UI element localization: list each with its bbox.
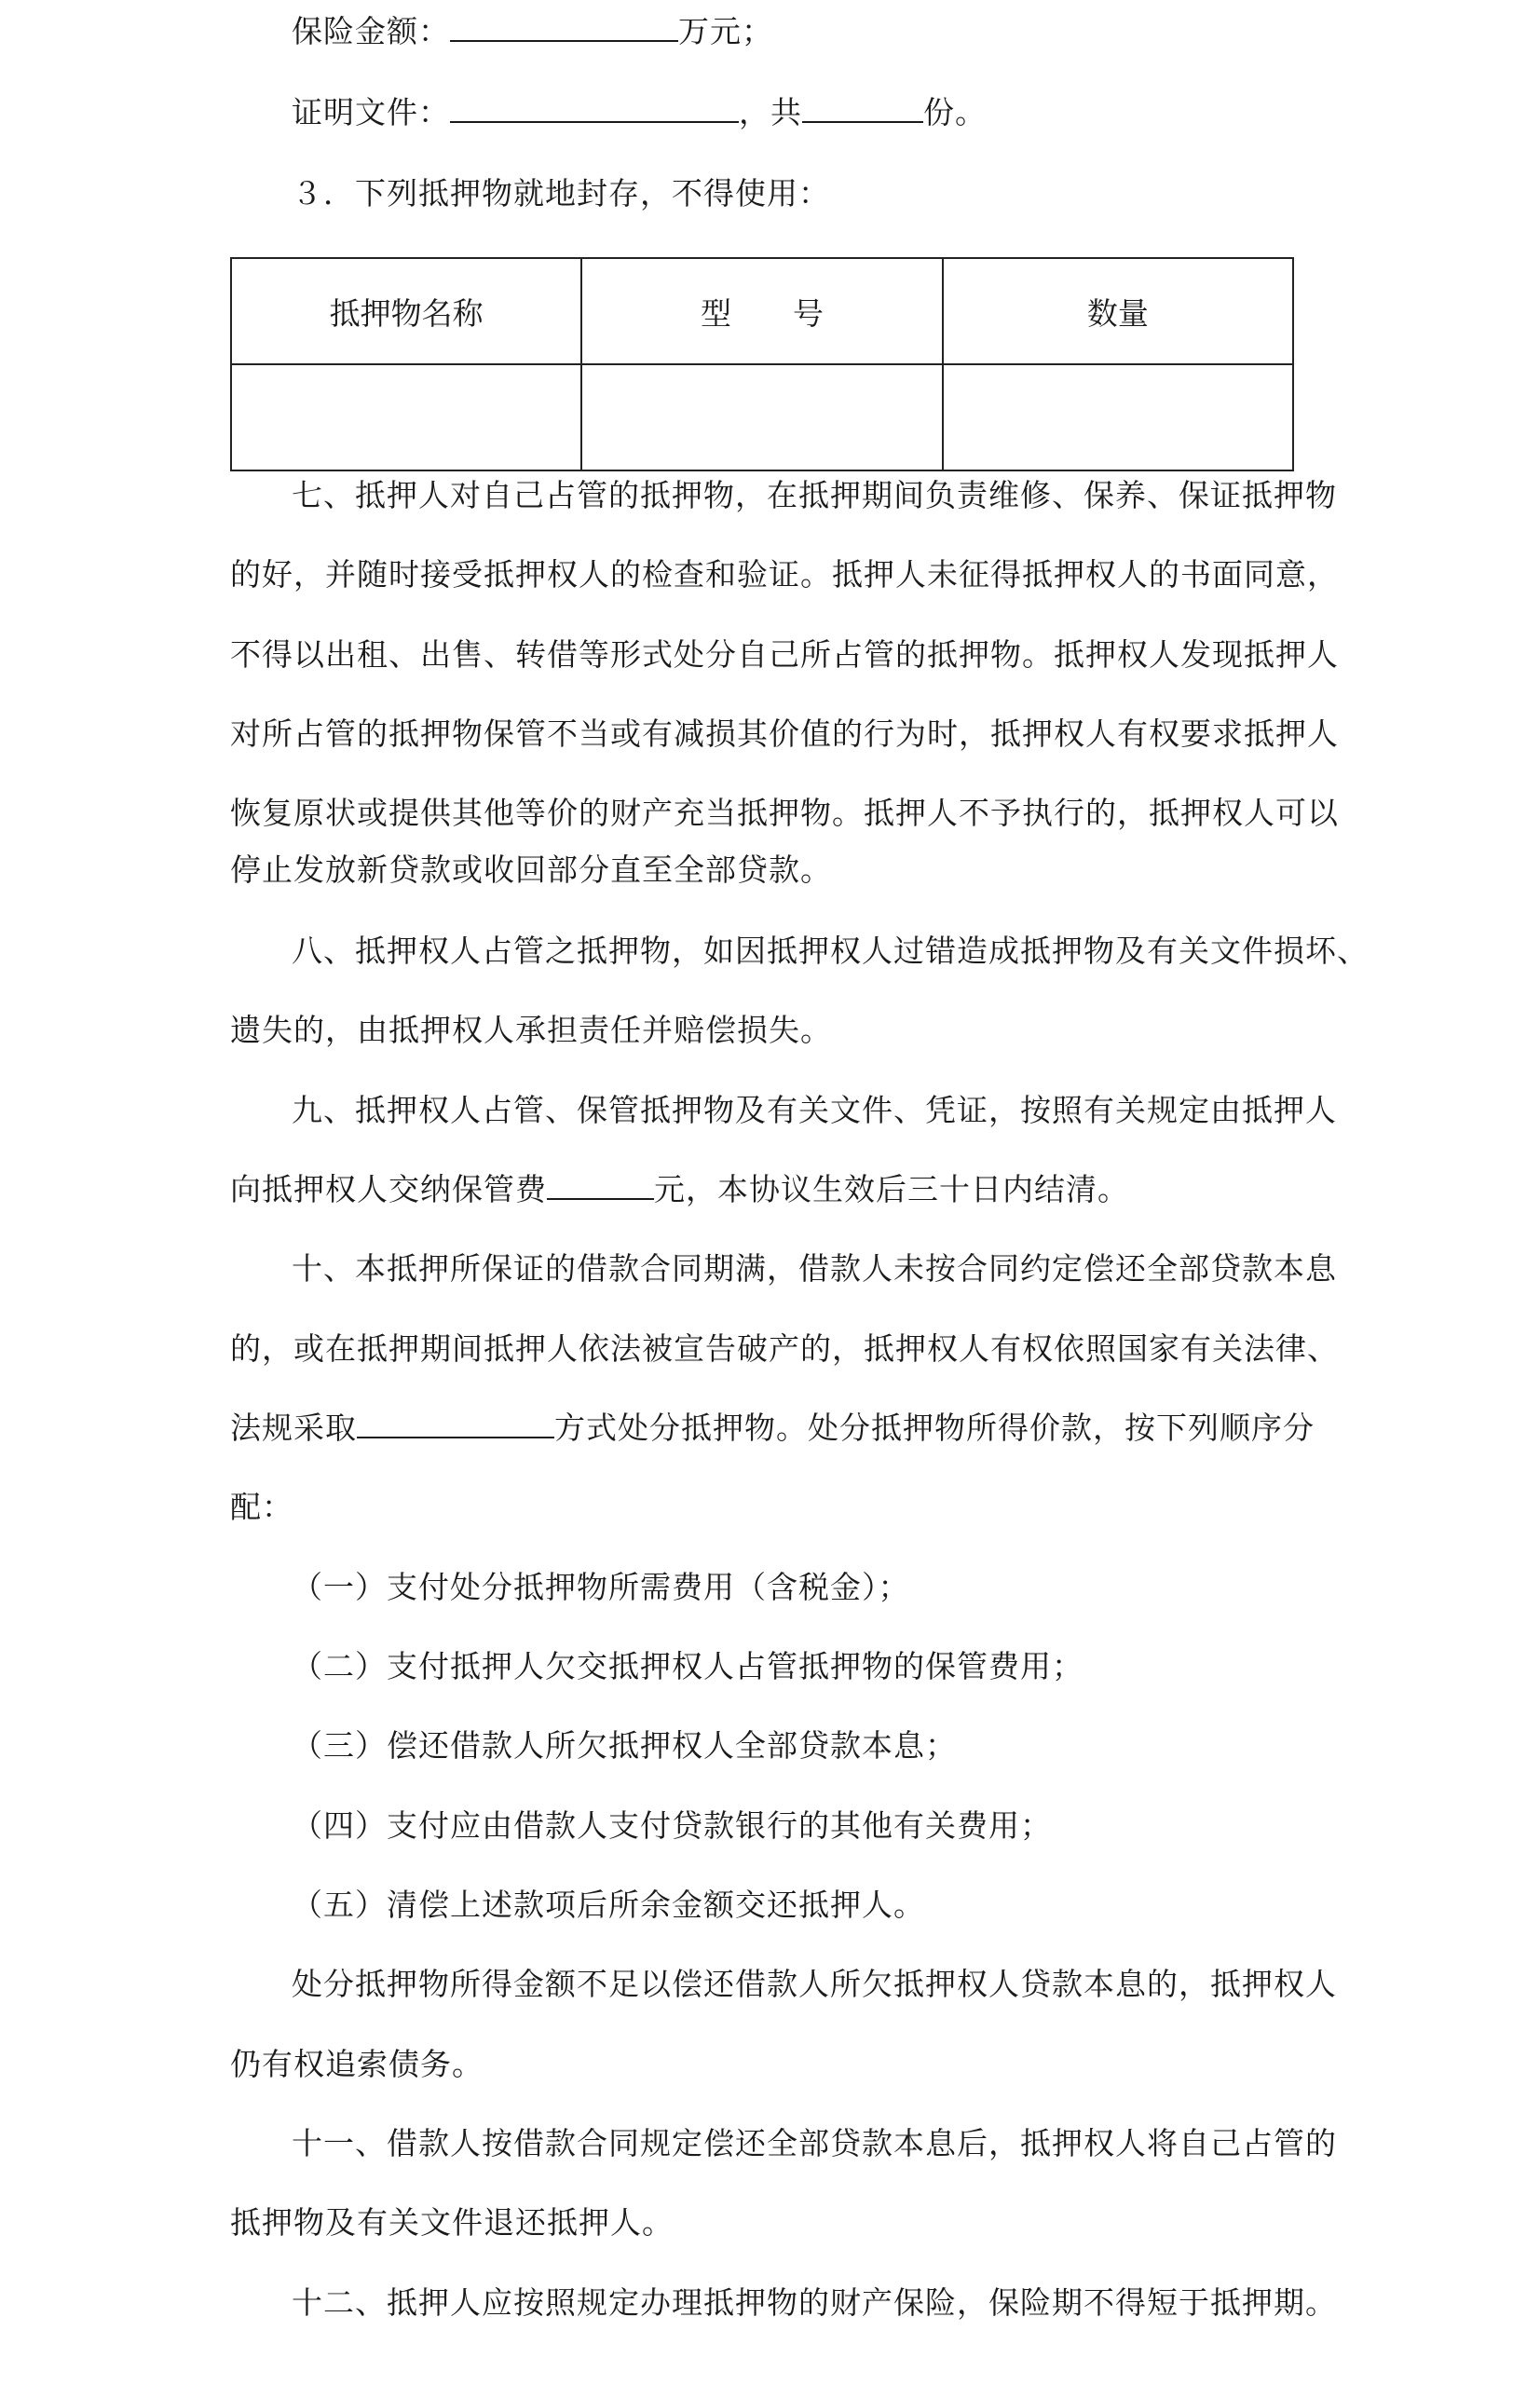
proof-documents-count-label: ，共	[739, 94, 802, 130]
disposal-method-rest: 方式处分抵押物。处分抵押物所得价款，按下列顺序分	[554, 1410, 1315, 1446]
shortfall-line-1: 处分抵押物所得金额不足以偿还借款人所欠抵押权人贷款本息的，抵押权人	[292, 1966, 1337, 2002]
clause-7-line-3: 不得以出租、出售、转借等形式处分自己所占管的抵押物。抵押权人发现抵押人	[230, 636, 1339, 673]
proof-documents-blank	[450, 95, 739, 123]
proof-documents-count-unit: 份。	[923, 94, 987, 130]
clause-7-line-4: 对所占管的抵押物保管不当或有减损其价值的行为时，抵押权人有权要求抵押人	[230, 716, 1339, 752]
proof-documents-label: 证明文件：	[292, 94, 450, 130]
shortfall-line-2: 仍有权追索债务。	[230, 2046, 484, 2082]
distribution-item-1: （一）支付处分抵押物所需费用（含税金）；	[292, 1569, 910, 1605]
collateral-quantity-header: 数量	[943, 258, 1293, 364]
proof-documents-count-blank	[802, 95, 923, 123]
distribution-item-2: （二）支付抵押人欠交抵押权人占管抵押物的保管费用；	[292, 1648, 1083, 1684]
clause-11-line-1: 十一、借款人按借款合同规定偿还全部贷款本息后，抵押权人将自己占管的	[292, 2125, 1337, 2161]
collateral-quantity-cell	[943, 364, 1293, 470]
clause-10-line-4: 配：	[230, 1489, 293, 1525]
clause-8-line-1: 八、抵押权人占管之抵押物，如因抵押权人过错造成抵押物及有关文件损坏、	[292, 933, 1369, 969]
collateral-name-cell	[231, 364, 581, 470]
proof-documents-line	[292, 94, 987, 131]
collateral-table	[230, 257, 1294, 471]
collateral-name-header: 抵押物名称	[231, 258, 581, 364]
collateral-model-cell	[581, 364, 943, 470]
clause-7-line-5: 恢复原状或提供其他等价的财产充当抵押物。抵押人不予执行的，抵押权人可以	[230, 795, 1339, 831]
clause-10-line-3	[230, 1410, 1315, 1447]
clause-9-line-1: 九、抵押权人占管、保管抵押物及有关文件、凭证，按照有关规定由抵押人	[292, 1092, 1337, 1128]
distribution-item-4: （四）支付应由借款人支付贷款银行的其他有关费用；	[292, 1807, 1052, 1844]
insurance-amount-line	[292, 13, 773, 50]
table-row	[231, 364, 1293, 470]
storage-fee-blank	[547, 1172, 654, 1200]
distribution-item-5: （五）清偿上述款项后所余金额交还抵押人。	[292, 1887, 925, 1923]
storage-fee-text: 向抵押权人交纳保管费	[230, 1171, 547, 1207]
insurance-amount-blank	[450, 14, 678, 42]
clause-10-line-1: 十、本抵押所保证的借款合同期满，借款人未按合同约定偿还全部贷款本息	[292, 1250, 1337, 1287]
insurance-amount-unit: 万元；	[678, 13, 773, 49]
collateral-model-header: 型 号	[581, 258, 943, 364]
collateral-table-header-row	[231, 258, 1293, 364]
distribution-item-3: （三）偿还借款人所欠抵押权人全部贷款本息；	[292, 1727, 957, 1764]
clause-9-line-2	[230, 1171, 1129, 1208]
clause-7-line-6: 停止发放新贷款或收回部分直至全部贷款。	[230, 852, 832, 888]
clause-10-line-2: 的，或在抵押期间抵押人依法被宣告破产的，抵押权人有权依照国家有关法律、	[230, 1330, 1339, 1367]
clause-12-line-1: 十二、抵押人应按照规定办理抵押物的财产保险，保险期不得短于抵押期。	[292, 2284, 1337, 2321]
disposal-method-text: 法规采取	[230, 1410, 357, 1446]
disposal-method-blank	[357, 1411, 554, 1438]
clause-8-line-2: 遗失的，由抵押权人承担责任并赔偿损失。	[230, 1012, 832, 1048]
clause-7-line-2: 的好，并随时接受抵押权人的检查和验证。抵押人未征得抵押权人的书面同意，	[230, 556, 1339, 593]
insurance-amount-label: 保险金额：	[292, 13, 450, 49]
clause-7-line-1: 七、抵押人对自己占管的抵押物，在抵押期间负责维修、保养、保证抵押物	[292, 477, 1337, 513]
storage-fee-rest: 元，本协议生效后三十日内结清。	[654, 1171, 1129, 1207]
clause-11-line-2: 抵押物及有关文件退还抵押人。	[230, 2204, 674, 2241]
item-3-sealed-collateral: ３．下列抵押物就地封存，不得使用：	[292, 175, 830, 211]
